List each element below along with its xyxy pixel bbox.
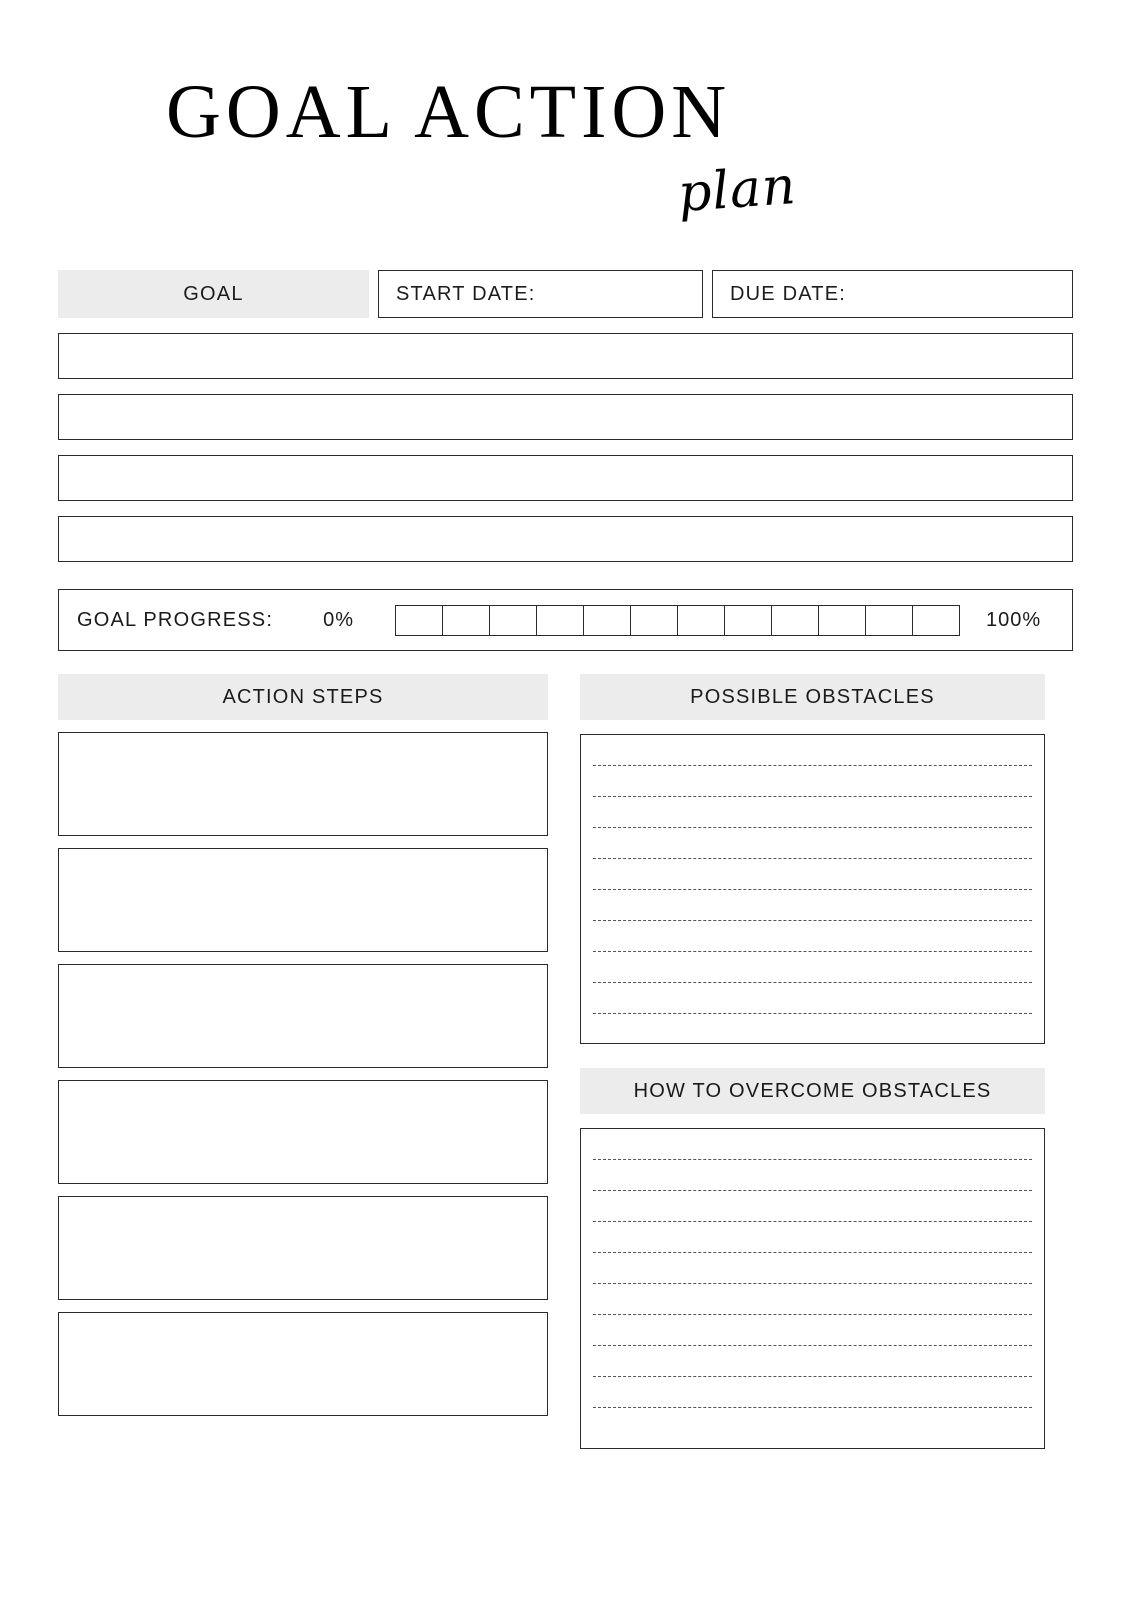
line-spacer [593, 1222, 1032, 1252]
overcome-obstacles-heading: HOW TO OVERCOME OBSTACLES [580, 1068, 1045, 1114]
progress-segment[interactable] [771, 605, 819, 636]
action-step-box-5[interactable] [58, 1196, 548, 1300]
action-step-box-2[interactable] [58, 848, 548, 952]
line-spacer [593, 1346, 1032, 1376]
line-spacer [593, 828, 1032, 858]
progress-segment[interactable] [395, 605, 443, 636]
line-spacer [593, 1253, 1032, 1283]
progress-segment[interactable] [865, 605, 913, 636]
progress-segment[interactable] [442, 605, 490, 636]
content-columns [58, 674, 1073, 1449]
progress-segment[interactable] [677, 605, 725, 636]
page-title: GOAL ACTION [166, 70, 732, 154]
writing-line [593, 1013, 1032, 1014]
goal-input-line-3[interactable] [58, 455, 1073, 501]
goal-label: GOAL [58, 270, 369, 318]
line-spacer [593, 952, 1032, 982]
line-spacer [593, 1191, 1032, 1221]
goal-input-line-2[interactable] [58, 394, 1073, 440]
line-spacer [593, 1377, 1032, 1407]
page-header [58, 0, 1073, 270]
goal-progress-label: GOAL PROGRESS: [77, 608, 274, 631]
obstacles-column [580, 674, 1045, 1449]
line-spacer [593, 735, 1032, 765]
writing-line [593, 1407, 1032, 1408]
action-step-box-4[interactable] [58, 1080, 548, 1184]
progress-segment[interactable] [724, 605, 772, 636]
overcome-obstacles-box[interactable] [580, 1128, 1045, 1449]
due-date-field[interactable]: DUE DATE: [712, 270, 1073, 318]
start-date-field[interactable]: START DATE: [378, 270, 703, 318]
progress-segment[interactable] [818, 605, 866, 636]
goal-progress-row [58, 589, 1073, 651]
page-title-script: plan [676, 155, 799, 225]
possible-obstacles-heading: POSSIBLE OBSTACLES [580, 674, 1045, 720]
line-spacer [593, 797, 1032, 827]
line-spacer [593, 1129, 1032, 1159]
goal-header-row [58, 270, 1073, 318]
progress-segment[interactable] [630, 605, 678, 636]
line-spacer [593, 1315, 1032, 1345]
action-step-box-3[interactable] [58, 964, 548, 1068]
progress-segment[interactable] [912, 605, 960, 636]
progress-segment[interactable] [583, 605, 631, 636]
line-spacer [593, 890, 1032, 920]
line-spacer [593, 983, 1032, 1013]
goal-input-line-4[interactable] [58, 516, 1073, 562]
action-steps-column [58, 674, 548, 1449]
line-spacer [593, 1284, 1032, 1314]
action-step-box-6[interactable] [58, 1312, 548, 1416]
goal-progress-max: 100% [986, 608, 1042, 631]
action-steps-heading: ACTION STEPS [58, 674, 548, 720]
possible-obstacles-box[interactable] [580, 734, 1045, 1044]
action-step-box-1[interactable] [58, 732, 548, 836]
line-spacer [593, 859, 1032, 889]
line-spacer [593, 921, 1032, 951]
goal-input-line-1[interactable] [58, 333, 1073, 379]
line-spacer [593, 766, 1032, 796]
line-spacer [593, 1160, 1032, 1190]
goal-progress-min: 0% [323, 608, 355, 631]
goal-progress-tracker[interactable] [396, 605, 960, 636]
progress-segment[interactable] [536, 605, 584, 636]
progress-segment[interactable] [489, 605, 537, 636]
